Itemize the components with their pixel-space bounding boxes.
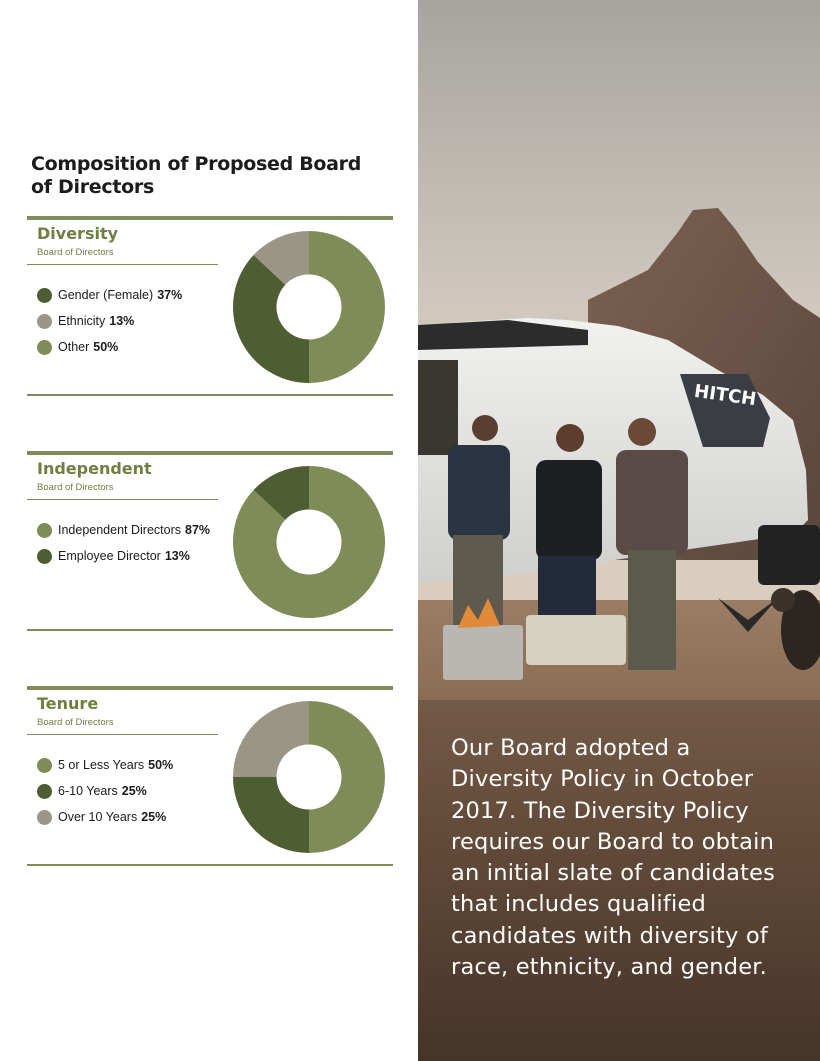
trailer-window (418, 360, 458, 455)
legend-item (37, 308, 182, 334)
legend-value: 50% (93, 340, 119, 354)
legend-label: Employee Director (58, 549, 161, 563)
legend-swatch (37, 784, 52, 799)
hero-photo-panel (418, 0, 820, 1061)
legend-value: 25% (141, 810, 167, 824)
legend-label: Other (58, 340, 90, 354)
divider (27, 264, 218, 265)
diversity-section (27, 216, 393, 396)
legend-swatch (37, 288, 52, 303)
chart-subtitle: Board of Directors (37, 482, 114, 493)
person-left-pants (453, 535, 503, 625)
chart-subtitle: Board of Directors (37, 247, 114, 258)
divider (27, 216, 393, 220)
donut-slice-other (309, 231, 385, 383)
trailer-tongue-box (758, 525, 820, 585)
legend-value: 13% (109, 314, 135, 328)
legend (37, 752, 173, 830)
legend-value: 25% (121, 784, 147, 798)
legend-swatch (37, 758, 52, 773)
donut-slice-6-10-years (233, 777, 309, 853)
chart-title: Tenure (37, 694, 99, 713)
independent-section (27, 451, 393, 631)
legend-label: 6-10 Years (58, 784, 118, 798)
divider (27, 864, 393, 866)
legend-value: 87% (185, 523, 211, 537)
divider (27, 686, 393, 690)
person-left-jacket (448, 445, 510, 540)
person-center-vest (536, 460, 602, 560)
legend-swatch (37, 314, 52, 329)
person-right-head (628, 418, 656, 446)
divider (27, 451, 393, 455)
legend-swatch (37, 549, 52, 564)
legend (37, 282, 182, 360)
legend-swatch (37, 810, 52, 825)
donut-slice-over-10-years (233, 701, 309, 777)
legend-item (37, 282, 182, 308)
chart-title: Independent (37, 459, 152, 478)
legend-item (37, 517, 210, 543)
legend-item (37, 334, 182, 360)
legend-label: Independent Directors (58, 523, 181, 537)
legend-item (37, 543, 210, 569)
diversity-policy-text: Our Board adopted a Diversity Policy in October 2017. The Diversity Policy requires our Board to obtain an initial slate of candidates that includes qualified candidates with diversity of race, ethnicity, and gender. (451, 735, 776, 981)
legend-value: 13% (164, 549, 190, 563)
independent-donut-chart (232, 465, 386, 619)
tenure-section (27, 686, 393, 866)
donut-slice-5-or-less-years (309, 701, 385, 853)
legend (37, 517, 210, 569)
person-left-head (472, 415, 498, 441)
dog-head (771, 588, 795, 612)
cooler (526, 615, 626, 665)
divider (27, 629, 393, 631)
fire-pit (443, 625, 523, 680)
legend-item (37, 804, 173, 830)
person-center-head (556, 424, 584, 452)
legend-swatch (37, 340, 52, 355)
chart-subtitle: Board of Directors (37, 717, 114, 728)
divider (27, 734, 218, 735)
chart-title: Diversity (37, 224, 119, 243)
tenure-donut-chart (232, 700, 386, 854)
person-right-shirt (616, 450, 688, 555)
person-right-pants (628, 550, 676, 670)
legend-label: Over 10 Years (58, 810, 138, 824)
legend-swatch (37, 523, 52, 538)
legend-item (37, 778, 173, 804)
legend-value: 50% (148, 758, 174, 772)
divider (27, 394, 393, 396)
page-title: Composition of Proposed Board of Directors (31, 153, 362, 198)
legend-label: Ethnicity (58, 314, 106, 328)
divider (27, 499, 218, 500)
legend-item (37, 752, 173, 778)
diversity-donut-chart (232, 230, 386, 384)
legend-label: 5 or Less Years (58, 758, 145, 772)
trailer-logo: HITCH (692, 380, 758, 411)
legend-value: 37% (157, 288, 183, 302)
legend-label: Gender (Female) (58, 288, 154, 302)
